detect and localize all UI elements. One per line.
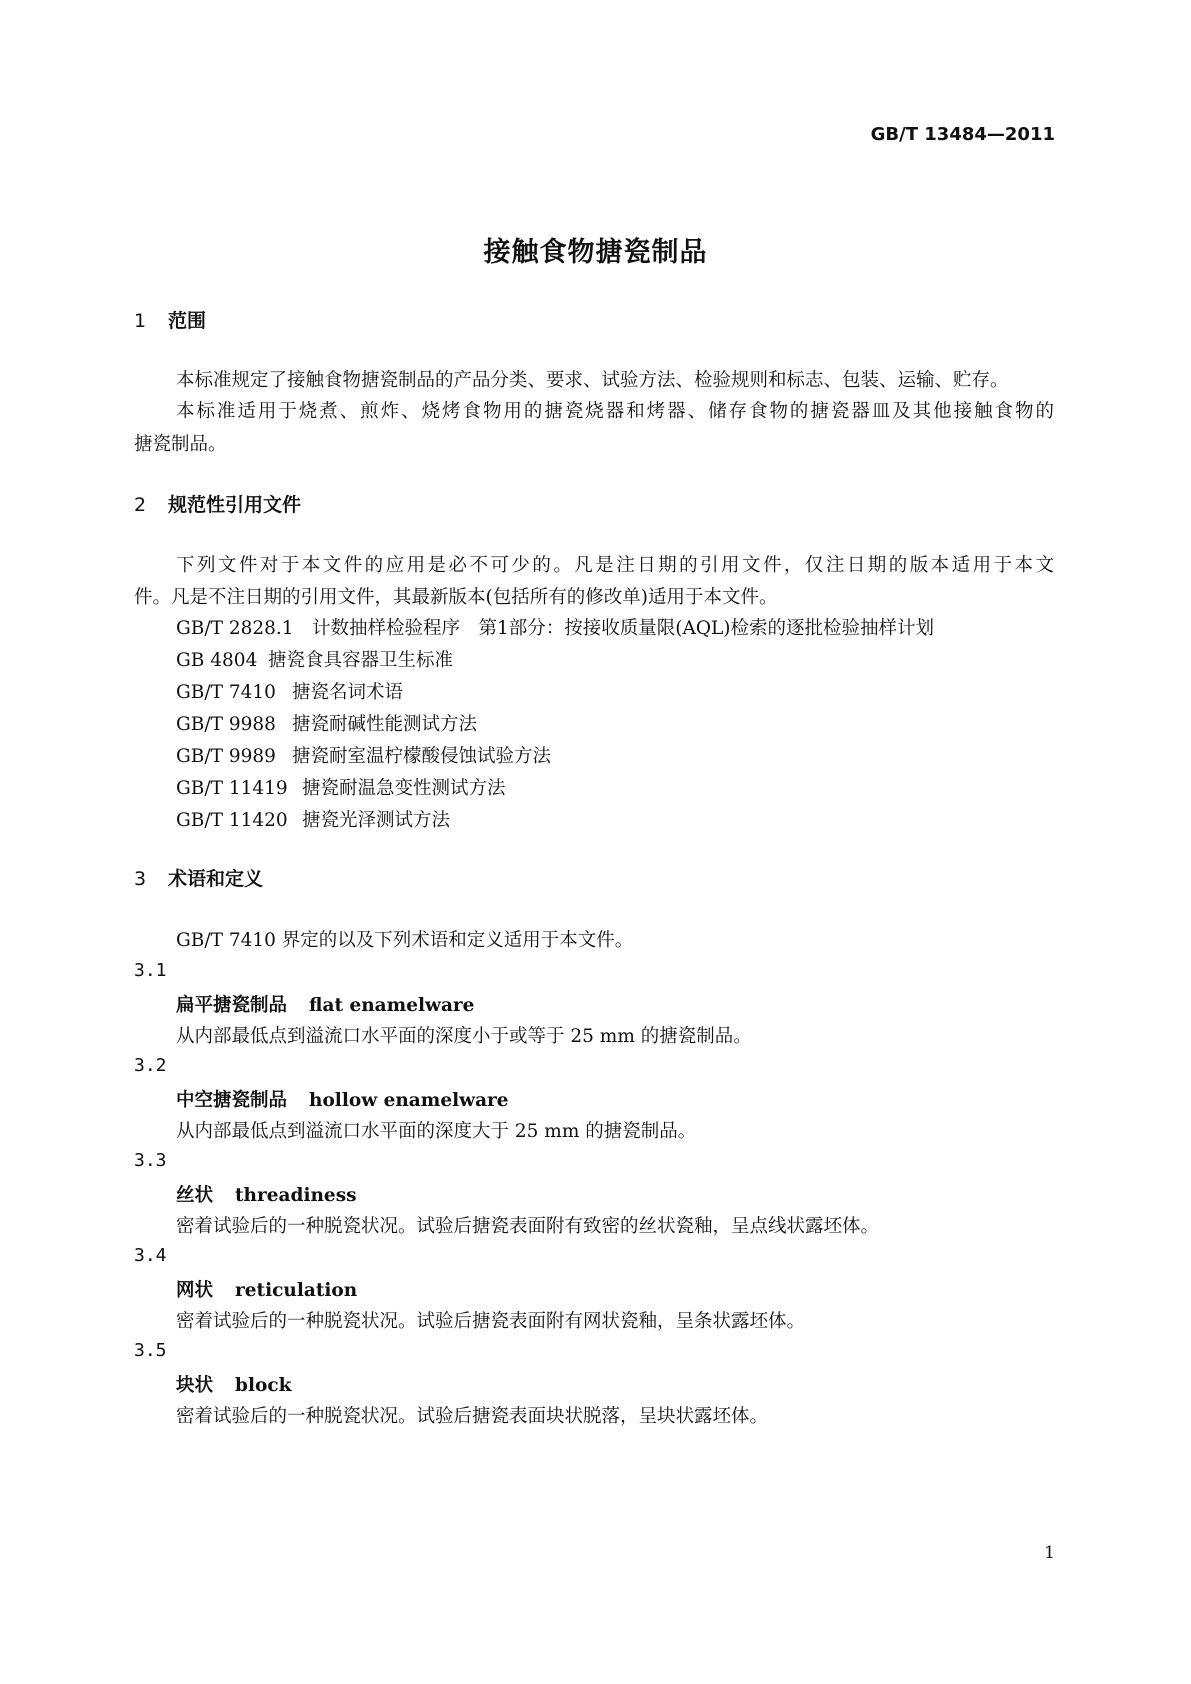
reference-code: GB/T 9988	[176, 714, 276, 735]
term-number: 3.5	[134, 1340, 167, 1361]
reference-title: 搪瓷耐温急变性测试方法	[302, 778, 506, 799]
term-title	[176, 991, 474, 1017]
term-definition: 从内部最低点到溢流口水平面的深度小于或等于 25 mm 的搪瓷制品。	[176, 1026, 752, 1047]
term-zh: 中空搪瓷制品	[176, 1090, 288, 1111]
term-number: 3.4	[134, 1245, 167, 1266]
term-en: hollow enamelware	[309, 1090, 509, 1111]
reference-code: GB/T 9989	[176, 746, 276, 767]
section-title: 规范性引用文件	[168, 494, 302, 516]
term-definition: 密着试验后的一种脱瓷状况。试验后搪瓷表面附有致密的丝状瓷釉，呈点线状露坯体。	[176, 1216, 880, 1237]
reference-code: GB/T 2828.1	[176, 618, 294, 639]
term-definition: 从内部最低点到溢流口水平面的深度大于 25 mm 的搪瓷制品。	[176, 1121, 697, 1142]
section-1-heading	[134, 306, 206, 333]
section-title: 术语和定义	[168, 868, 264, 890]
paragraph-line: GB/T 7410 界定的以及下列术语和定义适用于本文件。	[176, 930, 634, 951]
standard-code: GB/T 13484—2011	[870, 124, 1055, 145]
term-en: block	[235, 1375, 292, 1396]
term-en: flat enamelware	[309, 995, 475, 1016]
reference-code: GB/T 7410	[176, 682, 276, 703]
reference-title: 计数抽样检验程序 第1部分：按接收质量限(AQL)检索的逐批检验抽样计划	[312, 618, 935, 639]
reference-title: 搪瓷名词术语	[292, 682, 404, 703]
section-number: 2	[134, 494, 147, 516]
reference-item	[176, 614, 934, 640]
paragraph-line: 搪瓷制品。	[134, 434, 227, 455]
term-en: threadiness	[235, 1185, 357, 1206]
section-3-heading	[134, 864, 263, 891]
reference-code: GB 4804	[176, 650, 258, 671]
term-number: 3.3	[134, 1150, 167, 1171]
reference-code: GB/T 11419	[176, 778, 288, 799]
section-number: 3	[134, 868, 147, 890]
reference-title: 搪瓷食具容器卫生标准	[268, 650, 454, 671]
reference-code: GB/T 11420	[176, 810, 288, 831]
term-title	[176, 1276, 357, 1302]
term-number: 3.1	[134, 960, 167, 981]
term-definition: 密着试验后的一种脱瓷状况。试验后搪瓷表面块状脱落，呈块状露坯体。	[176, 1406, 769, 1427]
term-title	[176, 1086, 509, 1112]
paragraph-line: 本标准规定了接触食物搪瓷制品的产品分类、要求、试验方法、检验规则和标志、包装、运输、贮存。	[176, 370, 1009, 391]
paragraph-line: 件。凡是不注日期的引用文件，其最新版本(包括所有的修改单)适用于本文件。	[134, 587, 778, 608]
reference-item	[176, 710, 477, 736]
reference-title: 搪瓷耐碱性能测试方法	[292, 714, 478, 735]
term-title	[176, 1371, 291, 1397]
term-zh: 块状	[176, 1375, 214, 1396]
reference-title: 搪瓷耐室温柠檬酸侵蚀试验方法	[292, 746, 552, 767]
document-title: 接触食物搪瓷制品	[483, 237, 708, 268]
reference-item	[176, 646, 453, 672]
term-zh: 丝状	[176, 1185, 214, 1206]
paragraph-line: 本标准适用于烧煮、煎炸、烧烤食物用的搪瓷烧器和烤器、储存食物的搪瓷器皿及其他接触食物的	[176, 401, 1054, 422]
reference-item	[176, 806, 450, 832]
reference-item	[176, 774, 506, 800]
reference-item	[176, 678, 403, 704]
term-en: reticulation	[235, 1280, 358, 1301]
page-number: 1	[1044, 1543, 1055, 1563]
term-definition: 密着试验后的一种脱瓷状况。试验后搪瓷表面附有网状瓷釉，呈条状露坯体。	[176, 1311, 806, 1332]
reference-title: 搪瓷光泽测试方法	[302, 810, 451, 831]
paragraph-line: 下列文件对于本文件的应用是必不可少的。凡是注日期的引用文件，仅注日期的版本适用于本文	[176, 555, 1054, 576]
section-number: 1	[134, 310, 147, 332]
section-title: 范围	[168, 310, 207, 332]
term-zh: 扁平搪瓷制品	[176, 995, 288, 1016]
term-zh: 网状	[176, 1280, 214, 1301]
term-number: 3.2	[134, 1055, 167, 1076]
section-2-heading	[134, 490, 301, 517]
reference-item	[176, 742, 551, 768]
term-title	[176, 1181, 357, 1207]
